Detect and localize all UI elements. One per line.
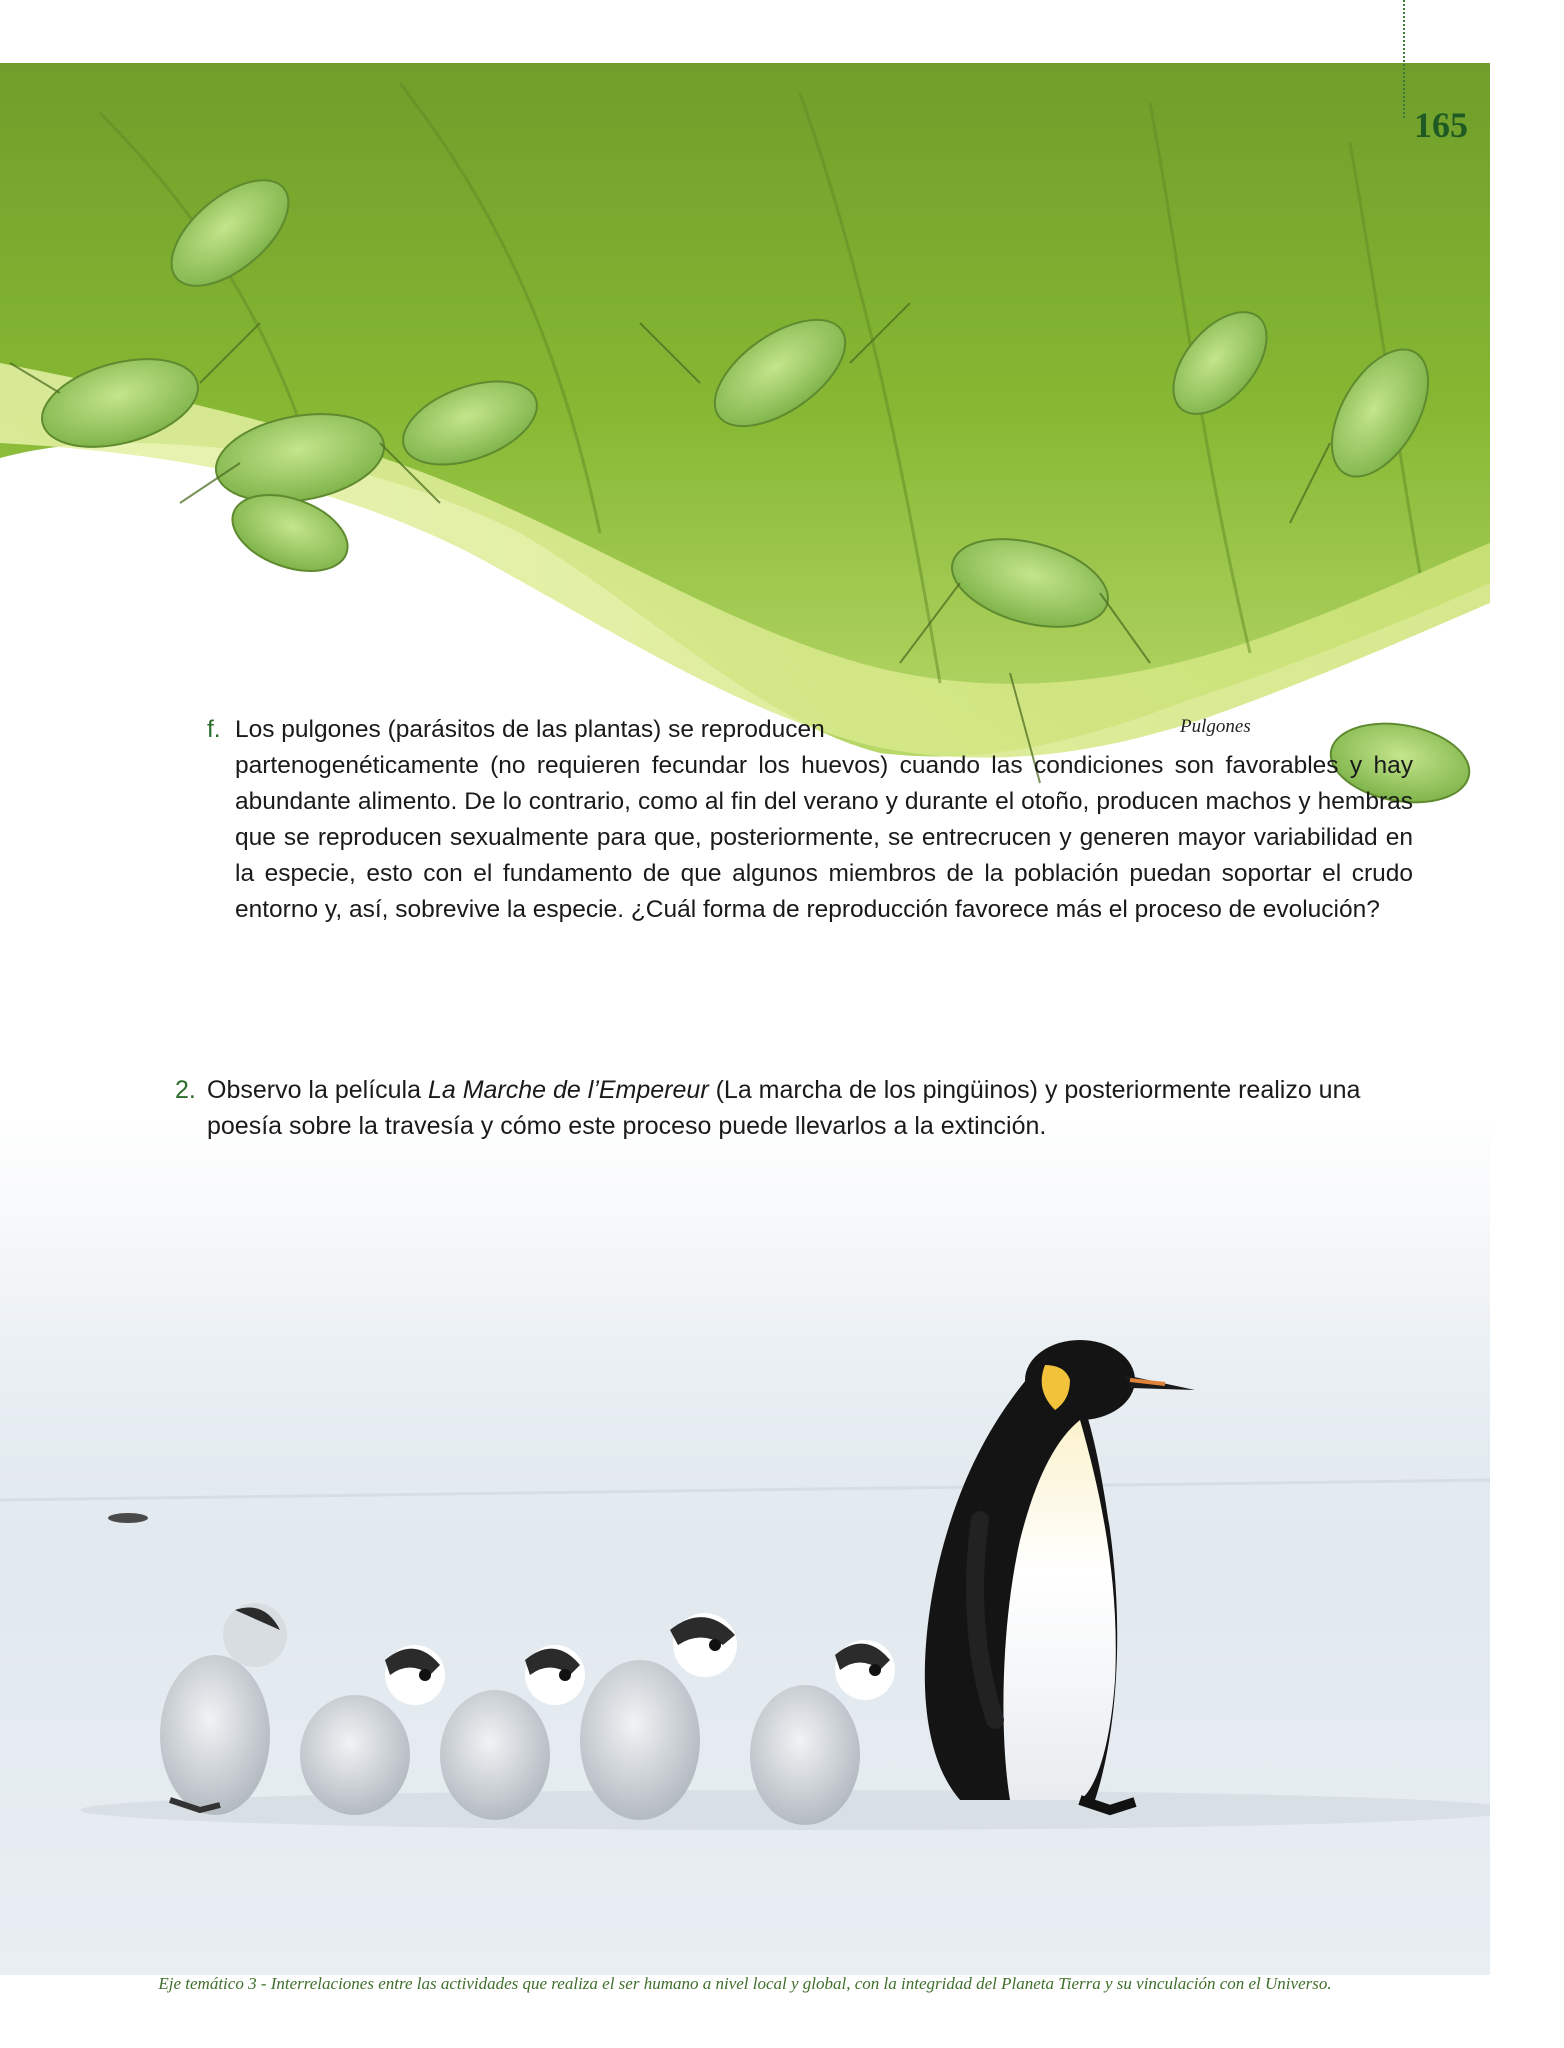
activity-f-label: f. xyxy=(207,716,221,743)
photo-caption: Pulgones xyxy=(1180,716,1251,737)
activity-f-first-line: Los pulgones (parásitos de las plantas) se reproducen xyxy=(235,716,825,743)
activity-2-number: 2. xyxy=(175,1076,196,1104)
activity-2-text-after: (La marcha de los pingüinos) y posteriormente realizo una poesía sobre la travesía y cómo este proceso puede llevarlos a la extinción. xyxy=(207,1076,1361,1140)
activity-f xyxy=(207,712,1413,928)
activity-2-text-before: Observo la película xyxy=(207,1076,428,1104)
footer-theme-text: Eje temático 3 - Interrelaciones entre las actividades que realiza el ser humano a nivel local y global, con la integridad del Planeta Tierra y su vinculación con el Universo. xyxy=(158,1974,1332,1993)
film-title: La Marche de l’Empereur xyxy=(427,1076,709,1104)
activity-f-body: partenogenéticamente (no requieren fecundar los huevos) cuando las condiciones son favorables y hay abundante alimento. De lo contrario, como al fin del verano y durante el otoño, producen machos y hembras que se reproducen sexualmente para que, posteriormente, se entrecrucen y generen mayor variabilidad en la especie, esto con el fundamento de que algunos miembros de la población puedan soportar el crudo entorno y, así, sobrevive la especie. ¿Cuál forma de reproducción favorece más el proceso de evolución? xyxy=(235,752,1413,923)
activity-2-text xyxy=(207,1072,1415,1144)
page-number: 165 xyxy=(1414,105,1468,145)
page-number-rule xyxy=(1403,0,1405,118)
activity-2 xyxy=(175,1072,1415,1144)
penguins-photo xyxy=(0,1160,1490,1975)
